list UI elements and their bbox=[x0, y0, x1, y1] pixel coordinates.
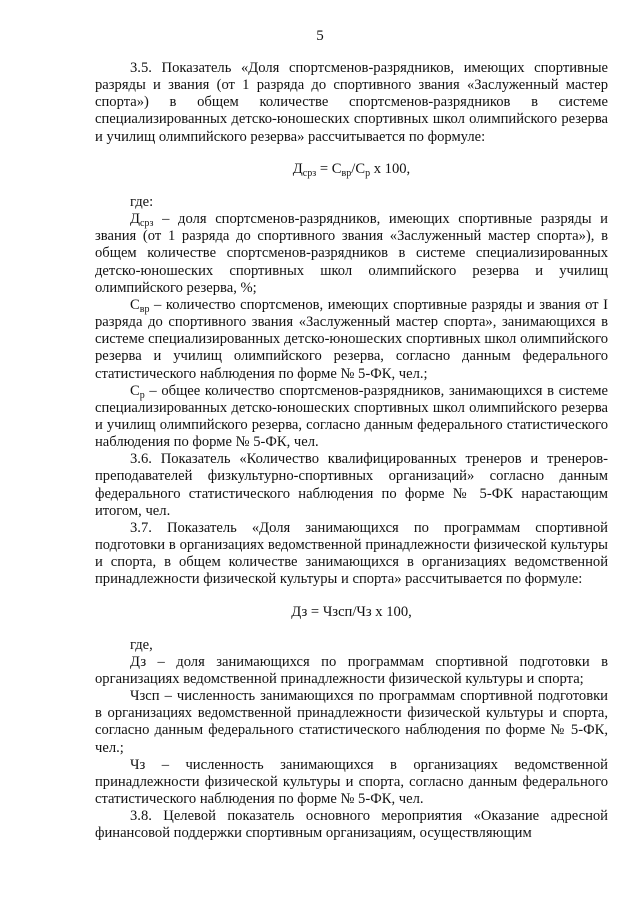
def-symbol-sub: вр bbox=[139, 303, 150, 315]
definition-sr bbox=[95, 383, 608, 452]
formula-tail: x 100, bbox=[370, 160, 411, 177]
definition-dz: Дз – доля занимающихся по программам спортивной подготовки в организациях ведомственной принадлежности физической культуры и спорта; bbox=[95, 653, 608, 687]
where-label-3-7: где, bbox=[130, 636, 153, 653]
def-symbol-sub: р bbox=[139, 389, 145, 401]
def-symbol: Д bbox=[130, 211, 140, 228]
formula-b-sub: р bbox=[365, 167, 371, 179]
section-3-5-intro: 3.5. Показатель «Доля спортсменов-разрядников, имеющих спортивные разряды и звания (от 1 разряда до спортивного звания «Заслуженный мастер спорта») в общем количестве спортсменов-разрядников в системе специализированных детско-юношеских спортивных школ олимпийского резерва и училищ олимпийского резерва» рассчитывается по формуле: bbox=[95, 60, 608, 145]
def-text: – общее количество спортсменов-разрядников, занимающихся в системе специализированных детско-юношеских спортивных школ олимпийского резерва и училищ олимпийского резерва, согласно данным федерального статистического наблюдения по форме № 5-ФК, чел. bbox=[95, 382, 608, 451]
document-body bbox=[95, 60, 608, 843]
formula-3-7: Дз = Чзсп/Чз x 100, bbox=[291, 603, 412, 620]
def-text: – доля спортсменов-разрядников, имеющих спортивные разряды и звания (от 1 разряда до спортивного звания «Заслуженный мастер спорта»), в общем количестве спортсменов-разрядников в системе специализированных детско-юношеских спортивных школ олимпийского резерва и училищ олимпийского резерва, %; bbox=[95, 211, 608, 296]
section-3-6: 3.6. Показатель «Количество квалифицированных тренеров и тренеров-преподавателей физкультурно-спортивных организаций» согласно данным федерального статистического наблюдения по форме № 5-ФК нарастающим итогом, чел. bbox=[95, 451, 608, 519]
section-3-8: 3.8. Целевой показатель основного мероприятия «Оказание адресной финансовой поддержки спортивным организациям, осуществляющим bbox=[95, 808, 608, 842]
definition-svr bbox=[95, 297, 608, 383]
def-symbol: С bbox=[130, 382, 140, 399]
formula-lhs-sub: срз bbox=[302, 167, 317, 179]
page-number: 5 bbox=[316, 28, 324, 44]
formula-mid: /С bbox=[351, 160, 366, 177]
definition-chzsp: Чзсп – численность занимающихся по программам спортивной подготовки в организациях ведомственной принадлежности физической культуры и спорта, согласно данным федерального статистического наблюдения по форме № 5-ФК, чел.; bbox=[95, 688, 608, 756]
def-symbol: С bbox=[130, 296, 140, 313]
formula-eq: = С bbox=[316, 160, 342, 177]
def-text: – количество спортсменов, имеющих спортивные разряды и звания от I разряда до спортивного звания «Заслуженный мастер спорта», занимающихся в системе специализированных детско-юношеских спортивных школ олимпийского резерва и училищ олимпийского резерва, согласно данным федерального статистического наблюдения по форме № 5-ФК, чел.; bbox=[95, 296, 608, 382]
definition-chz: Чз – численность занимающихся в организациях ведомственной принадлежности физической культуры и спорта, согласно данным федерального статистического наблюдения по форме № 5-ФК, чел. bbox=[95, 756, 608, 808]
formula-a-sub: вр bbox=[341, 167, 352, 179]
definition-dsrz bbox=[95, 211, 608, 297]
where-label-3-5: где: bbox=[130, 193, 154, 210]
def-symbol-sub: срз bbox=[139, 218, 154, 230]
formula-lhs: Д bbox=[292, 160, 303, 177]
section-3-7-intro: 3.7. Показатель «Доля занимающихся по программам спортивной подготовки в организациях ведомственной принадлежности физической культуры и спорта, в общем количестве занимающихся в организациях ведомственной принадлежности физической культуры и спорта» рассчитывается по формуле: bbox=[95, 519, 608, 588]
formula-3-5 bbox=[95, 161, 608, 178]
